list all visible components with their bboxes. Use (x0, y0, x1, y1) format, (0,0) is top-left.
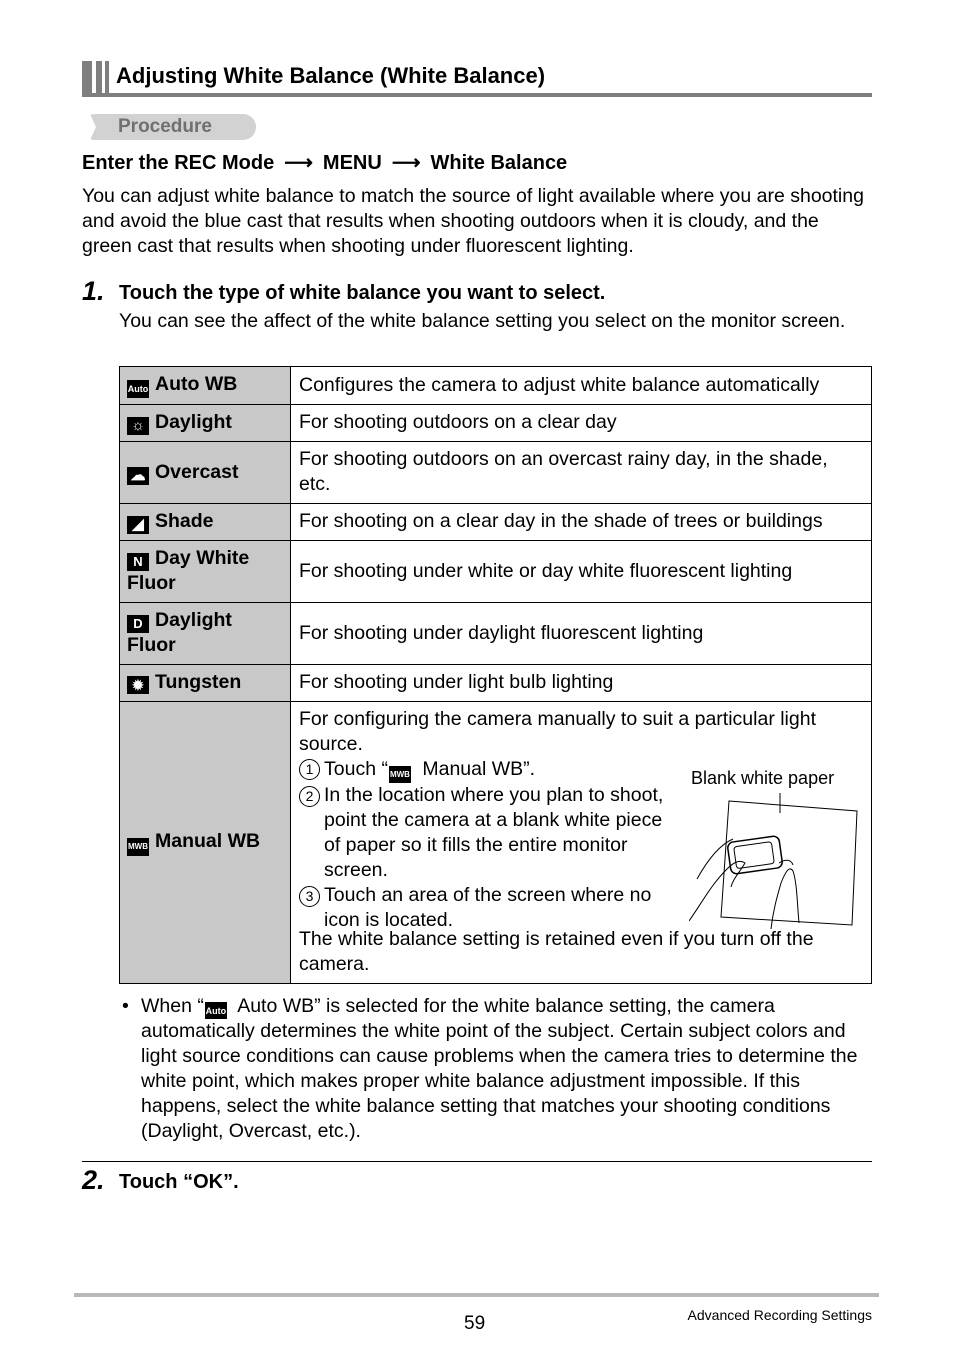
heading-bar-block-2 (96, 61, 102, 95)
heading-underline (82, 93, 872, 97)
note-text: When “ (141, 995, 204, 1017)
white-balance-table (119, 366, 872, 984)
option-label: Daylight (155, 411, 232, 433)
day-white-fluor-icon: N (127, 553, 149, 571)
step-1-number: 1. (82, 276, 105, 306)
option-description: For shooting outdoors on an overcast rainy day, in the shade, etc. (291, 442, 872, 504)
table-row (120, 442, 872, 504)
path-step-white-balance: White Balance (430, 152, 568, 174)
manual-step-text: In the location where you plan to shoot, point the camera at a blank white piece of paper so it fills the entire monitor screen. (324, 784, 664, 881)
table-row (120, 541, 872, 603)
option-day-white-fluor (120, 541, 291, 603)
option-shade (120, 504, 291, 541)
camera-paper-illustration (689, 793, 869, 943)
auto-wb-note (141, 994, 871, 1144)
step-2-title: Touch “OK”. (119, 1171, 239, 1193)
step-1-body: You can see the affect of the white balance setting you select on the monitor screen. (119, 310, 846, 332)
daylight-fluor-icon: D (127, 615, 149, 633)
procedure-tab-icon (82, 114, 104, 140)
option-daylight-fluor (120, 603, 291, 665)
path-step-menu: MENU (322, 152, 382, 174)
menu-path (82, 149, 567, 177)
manual-step-3 (299, 883, 689, 933)
section-heading: Adjusting White Balance (White Balance) (116, 63, 546, 88)
option-auto-wb (120, 367, 291, 405)
option-daylight (120, 405, 291, 442)
option-description: For shooting outdoors on a clear day (291, 405, 872, 442)
procedure-label: Procedure (118, 116, 212, 137)
option-label: Overcast (155, 460, 239, 483)
step-1-title: Touch the type of white balance you want to select. (119, 282, 606, 304)
option-label: Shade (155, 510, 214, 532)
manual-intro: For configuring the camera manually to suit a particular light source. (299, 708, 816, 755)
step-number-circle: 3 (299, 886, 320, 907)
note-text: Auto WB” is selected for the white balance setting, the camera automatically determines the white point of the subject. Certain subject colors and light source conditions can cause problems when the camera tries to determine the white point, which makes proper white balance adjustment impossible. If this happens, select the white balance setting that matches your shooting conditions (Daylight, Overcast, etc.). (141, 995, 858, 1142)
option-label: Manual WB (155, 829, 261, 852)
auto-wb-icon: Auto (127, 380, 149, 398)
overcast-icon: ☁ (127, 467, 149, 485)
arrow-right-icon: ⟶ (391, 152, 421, 174)
step-number-circle: 1 (299, 759, 320, 780)
manual-step-text: Touch an area of the screen where no icon is located. (324, 884, 652, 931)
manual-step-2 (299, 783, 689, 883)
shade-icon: ◢ (127, 516, 149, 534)
option-label: Tungsten (155, 671, 242, 693)
manual-wb-icon: MWB (389, 766, 411, 783)
footer-rule (74, 1293, 879, 1297)
heading-bar-block-3 (105, 61, 109, 95)
step-2-number: 2. (82, 1165, 105, 1195)
auto-wb-icon: Auto (205, 1002, 227, 1019)
option-description: For shooting under daylight fluorescent lighting (291, 603, 872, 665)
option-description: For shooting under light bulb lighting (291, 665, 872, 702)
table-row (120, 367, 872, 405)
bullet-marker: • (122, 995, 129, 1017)
page-number: 59 (464, 1313, 486, 1334)
tungsten-icon: ✹ (127, 676, 149, 694)
manual-step-text: Touch “ (324, 758, 388, 780)
step-number-circle: 2 (299, 786, 320, 807)
option-description: For shooting on a clear day in the shade of trees or buildings (291, 504, 872, 541)
option-description: Configures the camera to adjust white balance automatically (291, 367, 872, 405)
arrow-right-icon: ⟶ (284, 152, 313, 174)
procedure-pill (82, 114, 256, 140)
option-label: Daylight Fluor (127, 609, 232, 656)
option-label: Day White Fluor (127, 547, 250, 594)
option-label: Auto WB (155, 373, 238, 395)
step-separator (82, 1161, 872, 1162)
manual-step-1 (299, 757, 689, 783)
manual-steps (299, 757, 689, 933)
option-tungsten (120, 665, 291, 702)
table-row (120, 702, 872, 984)
option-description: For shooting under white or day white fluorescent lighting (291, 541, 872, 603)
option-overcast (120, 442, 291, 504)
manual-wb-description (291, 702, 872, 984)
manual-wb-icon: MWB (127, 838, 149, 856)
option-manual-wb (120, 702, 291, 984)
manual-retained-note: The white balance setting is retained even if you turn off the camera. (299, 928, 814, 975)
chapter-title: Advanced Recording Settings (687, 1307, 872, 1323)
manual-step-text: Manual WB”. (416, 758, 536, 780)
table-row (120, 665, 872, 702)
intro-paragraph: You can adjust white balance to match the source of light available where you are shooting and avoid the blue cast that results when shooting outdoors when it is cloudy, and the green cast that results when shooting under fluorescent lighting. (82, 185, 864, 257)
heading-bar-block-1 (82, 61, 92, 95)
daylight-icon: ☼ (127, 417, 149, 435)
table-row (120, 504, 872, 541)
path-step-rec-mode: Enter the REC Mode (82, 152, 275, 174)
table-row (120, 405, 872, 442)
table-row (120, 603, 872, 665)
paper-label: Blank white paper (691, 768, 835, 788)
